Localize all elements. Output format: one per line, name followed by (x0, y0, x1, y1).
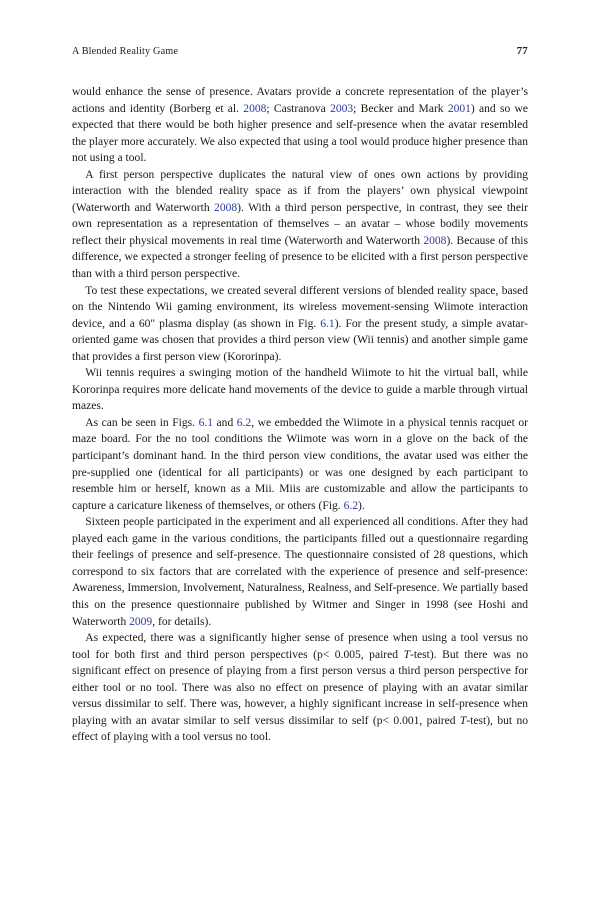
citation-link[interactable]: 6.1 (320, 317, 335, 330)
running-head-title: A Blended Reality Game (72, 46, 179, 57)
citation-link[interactable]: 2008 (214, 201, 238, 214)
paragraph-p6-participants-questionnaire: Sixteen people participated in the experiment and all experienced all conditions. After they had played each game in the various conditions, the participants filled out a questionnaire regarding their feelings of presence and self-presence. The questionnaire consisted of 28 questions, which correspond to six factors that are correlated with the experience of presence and self-presence: Awareness, Immersion, Involvement, Naturalness, Realness, and Self-presence. We partially based this on the presence questionnaire published by Witmer and Singer in 1998 (see Hoshi and Waterworth 2009, for details). (72, 516, 528, 628)
paragraph-p7-results: As expected, there was a significantly higher sense of presence when using a tool versus no tool for both first and third person perspectives (p< 0.005, paired T-test). But there was no significant effect on presence of playing from a first person versus a third person perspective for either tool or no tool. There was also no effect on presence of playing with an avatar similar versus dissimilar to self. There was, however, a highly significant increase in self-presence when playing with an avatar similar to self versus dissimilar to self (p< 0.001, paired T-test), but no effect of playing with a tool versus no tool. (72, 632, 529, 744)
citation-link[interactable]: 2008 (243, 102, 267, 115)
citation-link[interactable]: 2009 (129, 615, 153, 628)
italic-term: T (403, 648, 410, 661)
citation-link[interactable]: 2003 (330, 102, 354, 115)
paragraph-p5-conditions: As can be seen in Figs. 6.1 and 6.2, we embedded the Wiimote in a physical tennis racquet or maze board. For the no tool conditions the Wiimote was worn in a glove on the back of the participant’s dominant hand. In the third person view conditions, the avatar used was either the pre-supplied one (identical for all participants) or was one designed by each participant to resemble him or herself, known as a Mii. Miis are customizable and allow the participants to capture a caricature likeness of themselves, or others (Fig. 6.2). (72, 416, 529, 512)
citation-link[interactable]: 6.1 (198, 416, 213, 429)
paragraph-p4-game-mechanics: Wii tennis requires a swinging motion of the handheld Wiimote to hit the virtual ball, while Kororinpa requires more delicate hand movements of the device to guide a marble through virtual mazes. (72, 367, 528, 413)
paragraph-p2-first-person-perspective: A first person perspective duplicates the natural view of ones own actions by providing interaction with the blended reality space as if from the players’ own physical viewpoint (Waterworth and Waterworth 2008). With a third person perspective, in contrast, they see their own representation as a representation of themselves – an avatar – whose bodily movements reflect their physical movements in real time (Waterworth and Waterworth 2008). Because of this difference, we expected a stronger feeling of presence to be elicited with a first person perspective than with a third person perspective. (72, 168, 528, 281)
page-number: 77 (516, 45, 528, 57)
citation-link[interactable]: 6.2 (236, 416, 252, 429)
paragraph-p3-method-setup: To test these expectations, we created several different versions of blended reality space, based on the Nintendo Wii gaming environment, its wireless movement-sensing Wiimote interaction device, and a 60" plasma display (as shown in Fig. 6.1). For the present study, a simple avatar-oriented game was chosen that provides a third person view (Wii tennis) and another simple game that provides a first person view (Kororinpa). (72, 284, 528, 363)
paragraph-p1-avatars-presence: would enhance the sense of presence. Avatars provide a concrete representation of the player’s actions and identity (Borberg et al. 2008; Castranova 2003; Becker and Mark 2001) and so we expected that there would be both higher presence and self-presence when the avatar resembled the player more accurately. We also expected that using a tool would produce higher presence than not using a tool. (72, 86, 528, 165)
italic-term: T (459, 714, 467, 727)
body-text-column (72, 84, 528, 746)
citation-link[interactable]: 2001 (447, 102, 471, 115)
citation-link[interactable]: 2008 (423, 234, 447, 247)
citation-link[interactable]: 6.2 (343, 499, 359, 512)
running-header (72, 45, 528, 57)
